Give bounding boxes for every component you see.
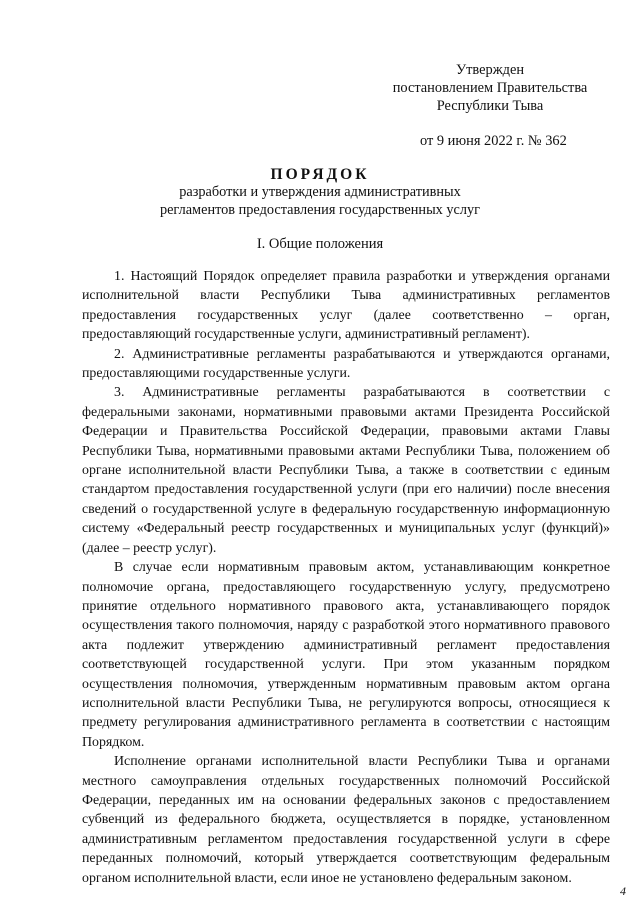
approval-line-approved: Утвержден: [455, 62, 525, 78]
paragraph-4: В случае если нормативным правовым актом, устанавливающим конкретное полномочие органа, предоставляющего государственную услугу, предусмотрено принятие отдельного нормативного правового акта, устанавливающего порядок осуществления такого полномочия, наряду с разработкой этого нормативного правового акта подлежит утверждению административный регламент предоставления соответствующей государственной услуги. При этом указанным порядком осуществления полномочия, утвержденным нормативным правовым актом органа исполнительной власти Республики Тыва, не регулируются вопросы, относящиеся к предмету регулирования административного регламента в соответствии с настоящим Порядком.: [82, 560, 610, 750]
subtitle-line-1: разработки и утверждения административных: [179, 184, 461, 200]
paragraph-3: 3. Административные регламенты разрабатываются в соответствии с федеральными законами, нормативными правовыми актами Президента Российской Федерации и Правительства Российской Федерации, правовыми актами Главы Республики Тыва, нормативными правовыми актами Республики Тыва, положением об органе исполнительной власти Республики Тыва, а также в соответствии с единым стандартом предоставления государственной услуги (при его наличии) после внесения сведений о государственной услуге в федеральную государственную информационную систему «Федеральный реестр государственных и муниципальных услуг (функций)» (далее – реестр услуг).: [82, 385, 610, 556]
section-heading: I. Общие положения: [256, 236, 384, 252]
approval-line-republic: Республики Тыва: [436, 97, 544, 114]
paragraph-2: 2. Административные регламенты разрабатываются и утверждаются органами, предоставляющими государственные услуги.: [82, 346, 610, 382]
document-subtitle: [120, 184, 520, 220]
subtitle-line-2: регламентов предоставления государственных услуг: [159, 201, 481, 218]
paragraph-5: Исполнение органами исполнительной власти Республики Тыва и органами местного самоуправления отдельных государственных полномочий Российской Федерации, переданных им на основании федеральных законов с предоставлением субвенций из федерального бюджета, осуществляется в порядке, установленном административным регламентом предоставления государственной услуги в сфере переданных полномочий, который утверждается соответствующим федеральным органом исполнительной власти, если иное не установлено федеральным законом.: [82, 754, 610, 886]
approval-date: от 9 июня 2022 г. № 362: [420, 133, 567, 149]
page-number: 4: [620, 884, 626, 898]
approval-stamp: [370, 62, 610, 115]
paragraph-1: 1. Настоящий Порядок определяет правила разработки и утверждения органами исполнительной власти Республики Тыва административных регламентов предоставления государственных услуг (далее соответственно – орган, предоставляющий государственные услуги, административный регламент).: [82, 269, 610, 343]
approval-line-resolution: постановлением Правительства: [392, 79, 588, 96]
document-body: [82, 267, 610, 888]
document-title: ПОРЯДОК: [270, 166, 370, 183]
